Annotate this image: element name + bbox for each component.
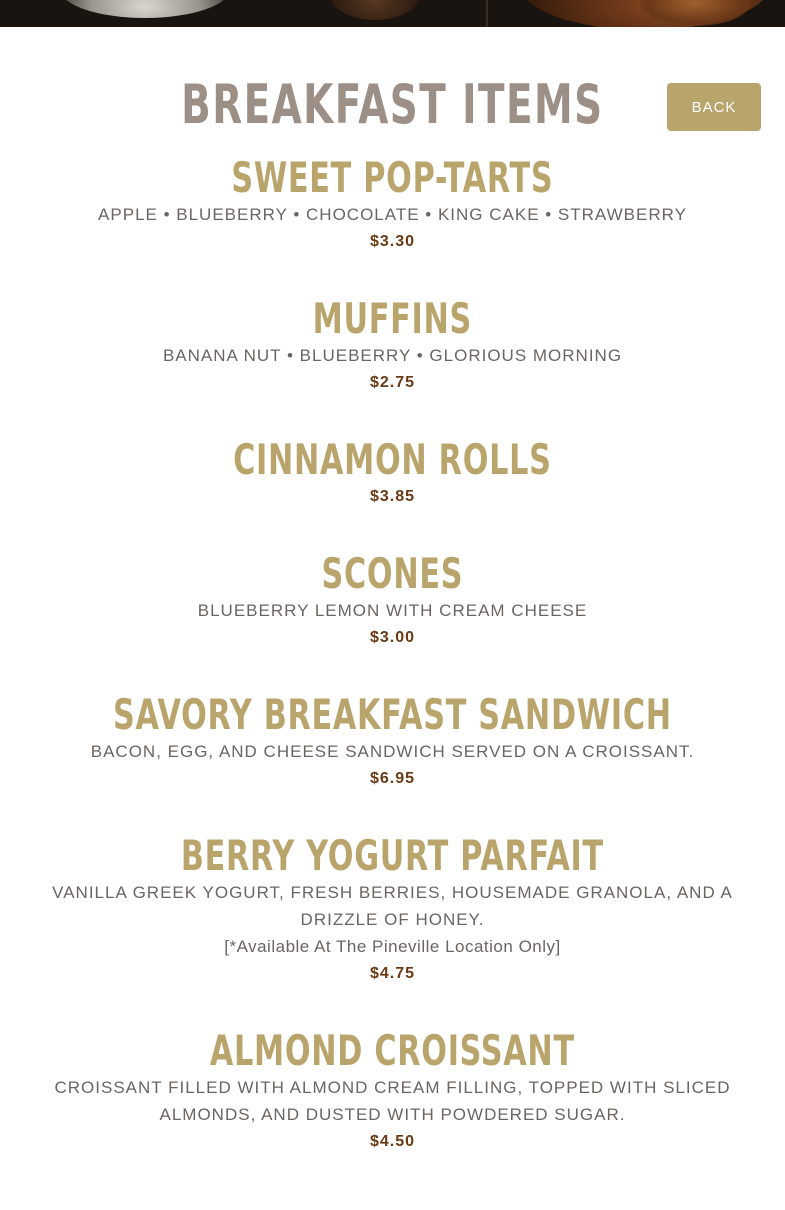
page-title: BREAKFAST ITEMS — [181, 73, 604, 136]
hero-divider — [486, 0, 488, 27]
menu-item-scones — [0, 551, 785, 651]
menu-item-name: MUFFINS — [312, 294, 473, 343]
menu-item-cinnamon-rolls — [0, 437, 785, 510]
menu-item-name: SWEET POP-TARTS — [231, 153, 554, 202]
menu-item-price: $2.75 — [369, 374, 416, 391]
menu-item-almond-croissant — [0, 1028, 785, 1155]
menu-item-price: $6.95 — [369, 770, 416, 787]
hero-image — [0, 0, 785, 27]
hero-cup-shape — [330, 0, 420, 20]
menu-item-price: $4.75 — [369, 965, 416, 982]
menu-item-muffins — [0, 296, 785, 396]
menu-item-price: $3.85 — [369, 488, 416, 505]
menu-item-berry-yogurt-parfait — [0, 833, 785, 987]
menu-item-price: $3.30 — [369, 233, 416, 250]
menu-item-note: [*Available At The Pineville Location Only] — [224, 937, 561, 956]
menu-item-description: BANANA NUT • BLUEBERRY • GLORIOUS MORNING — [162, 346, 623, 365]
menu-item-name: ALMOND CROISSANT — [209, 1026, 575, 1075]
menu-item-sweet-pop-tarts — [0, 155, 785, 255]
menu-item-name: SAVORY BREAKFAST SANDWICH — [112, 690, 672, 739]
menu-item-savory-breakfast-sandwich — [0, 692, 785, 792]
menu-item-name: BERRY YOGURT PARFAIT — [180, 831, 604, 880]
menu-item-description: BLUEBERRY LEMON WITH CREAM CHEESE — [197, 601, 588, 620]
menu-item-price: $4.50 — [369, 1133, 416, 1150]
back-button[interactable]: BACK — [667, 83, 761, 131]
menu-item-description: BACON, EGG, AND CHEESE SANDWICH SERVED ON A CROISSANT. — [90, 742, 695, 761]
menu-item-description: VANILLA GREEK YOGURT, FRESH BERRIES, HOUSEMADE GRANOLA, AND A DRIZZLE OF HONEY. — [52, 883, 733, 929]
menu-item-name: CINNAMON ROLLS — [233, 435, 552, 484]
menu-item-name: SCONES — [321, 549, 464, 598]
menu-item-price: $3.00 — [369, 629, 416, 646]
menu-item-description: CROISSANT FILLED WITH ALMOND CREAM FILLING, TOPPED WITH SLICED ALMONDS, AND DUSTED WITH POWDERED SUGAR. — [54, 1078, 731, 1124]
hero-dish-shape — [60, 0, 230, 18]
menu-item-description: APPLE • BLUEBERRY • CHOCOLATE • KING CAKE • STRAWBERRY — [98, 205, 687, 224]
